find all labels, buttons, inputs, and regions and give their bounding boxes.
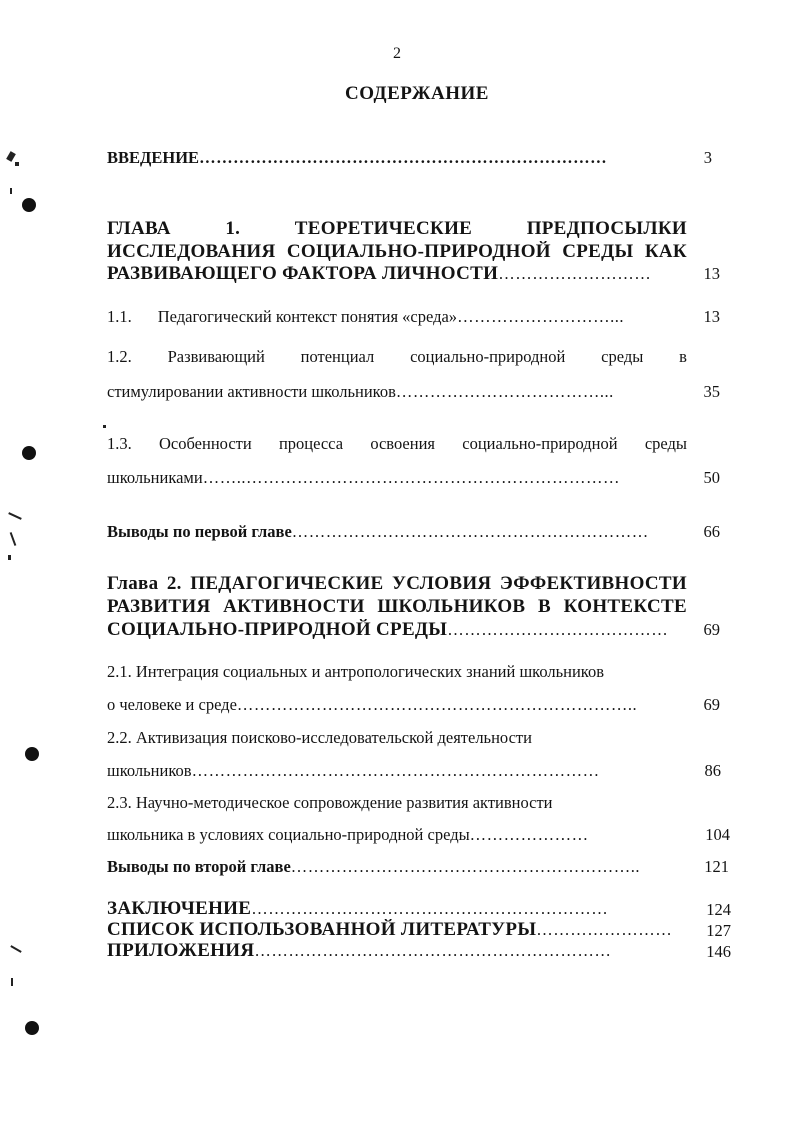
toc-leader-dots: ……………………………………………………… (254, 941, 612, 960)
scan-speck (8, 512, 22, 520)
toc-entry-label: СПИСОК ИСПОЛЬЗОВАННОЙ ЛИТЕРАТУРЫ (107, 919, 537, 940)
scan-speck (10, 945, 21, 953)
toc-chapter-1-line-2[interactable] (107, 241, 687, 263)
toc-leader-dots: ……………………………………………………………… (191, 761, 600, 780)
toc-page-number: 66 (703, 522, 720, 541)
toc-leader-dots: ……………………………………………………… (291, 522, 649, 541)
scan-speck (10, 188, 12, 194)
toc-word: ПЕДАГОГИЧЕСКИЕ (190, 573, 384, 594)
toc-chapter-2-line-3[interactable] (107, 619, 687, 641)
toc-leader-dots: ………………… (469, 825, 589, 844)
toc-word: 1. (225, 218, 241, 239)
toc-section-2-3-line-1[interactable] (107, 793, 687, 813)
toc-word: СОЦИАЛЬНО-ПРИРОДНОЙ (286, 241, 551, 262)
toc-conclusions-chapter-2[interactable] (107, 857, 687, 877)
toc-entry-label: Педагогический контекст понятия «среда» (157, 307, 458, 326)
punch-hole (22, 446, 36, 460)
toc-leader-dots: ……..………………………………………………………… (202, 468, 620, 487)
toc-chapter-2-line-1[interactable] (107, 573, 687, 595)
toc-leader-dots: ………………………………… (447, 620, 669, 639)
toc-entry-intro[interactable] (107, 148, 687, 168)
toc-word: социально-природной (410, 347, 566, 366)
scan-speck (15, 162, 19, 166)
toc-section-1-3-line-2[interactable] (107, 468, 687, 488)
toc-entry-label: стимулировании активности школьников (107, 382, 396, 401)
punch-hole (25, 747, 39, 761)
toc-word: Развивающий (167, 347, 265, 366)
toc-entry-label: ВВЕДЕНИЕ (107, 148, 200, 167)
toc-entry-label: о человеке и среде (107, 695, 237, 714)
toc-leader-dots: …………………………………………………………….. (236, 695, 638, 714)
toc-page-number: 13 (703, 307, 720, 326)
toc-section-2-3-line-2[interactable] (107, 825, 687, 845)
toc-leader-dots: ……………………………………………………… (251, 899, 609, 918)
toc-page-number: 3 (703, 148, 712, 167)
toc-entry-label: СОЦИАЛЬНО-ПРИРОДНОЙ СРЕДЫ (107, 619, 448, 640)
toc-word: РАЗВИТИЯ (107, 596, 211, 617)
toc-section-2-2-line-1[interactable] (107, 728, 687, 748)
toc-word: В (538, 596, 552, 617)
page-title: СОДЕРЖАНИЕ (345, 83, 489, 104)
toc-chapter-1-line-3[interactable] (107, 263, 687, 285)
toc-word: среды (644, 434, 687, 453)
toc-word: КАК (644, 241, 687, 262)
toc-page-number: 13 (703, 264, 720, 283)
toc-chapter-1-line-1[interactable] (107, 218, 687, 240)
toc-word: Особенности (159, 434, 252, 453)
punch-hole (25, 1021, 39, 1035)
toc-word: освоения (370, 434, 435, 453)
toc-word: 1.2. (107, 347, 132, 366)
toc-leader-dots: ………………………………... (395, 382, 614, 401)
page-number: 2 (393, 45, 401, 62)
toc-entry-label: школьниками (107, 468, 203, 487)
toc-entry-label: РАЗВИВАЮЩЕГО ФАКТОРА ЛИЧНОСТИ (107, 263, 499, 284)
toc-entry-label: Выводы по первой главе (107, 522, 292, 541)
toc-section-1-1[interactable] (107, 307, 687, 327)
toc-page-number: 121 (704, 857, 729, 876)
toc-word: АКТИВНОСТИ (223, 596, 365, 617)
toc-entry-references[interactable] (107, 919, 687, 941)
scan-speck (8, 555, 11, 560)
toc-entry-label: 2.1. Интеграция социальных и антропологических знаний школьников (107, 662, 605, 681)
toc-section-2-1-line-2[interactable] (107, 695, 687, 715)
scan-speck (11, 978, 13, 986)
toc-section-number: 1.1. (107, 307, 132, 326)
toc-word: Глава (107, 573, 159, 594)
scan-speck (10, 532, 17, 546)
toc-word: в (679, 347, 687, 366)
toc-word: ТЕОРЕТИЧЕСКИЕ (294, 218, 473, 239)
toc-page-number: 86 (704, 761, 721, 780)
toc-page-number: 146 (706, 942, 731, 961)
toc-word: ШКОЛЬНИКОВ (377, 596, 526, 617)
toc-entry-label: Выводы по второй главе (107, 857, 291, 876)
toc-word: потенциал (300, 347, 375, 366)
toc-word: среды (601, 347, 644, 366)
toc-leader-dots: ……………………… (498, 264, 652, 283)
toc-word: ЭФФЕКТИВНОСТИ (499, 573, 687, 594)
toc-page-number: 50 (703, 468, 720, 487)
toc-entry-label: ЗАКЛЮЧЕНИЕ (107, 898, 252, 919)
toc-word: ГЛАВА (107, 218, 171, 239)
toc-leader-dots: …………………… (536, 920, 673, 939)
toc-leader-dots: ………………………... (457, 307, 624, 326)
toc-word: социально-природной (462, 434, 618, 453)
toc-section-2-1-line-1[interactable] (107, 662, 687, 682)
toc-word: 2. (166, 573, 182, 594)
toc-word: СРЕДЫ (562, 241, 634, 262)
toc-page-number: 35 (703, 382, 720, 401)
toc-section-2-2-line-2[interactable] (107, 761, 687, 781)
scan-speck (103, 425, 106, 428)
toc-word: ИССЛЕДОВАНИЯ (107, 241, 276, 262)
toc-page-number: 124 (706, 900, 731, 919)
toc-page-number: 104 (705, 825, 730, 844)
toc-page-number: 69 (703, 695, 720, 714)
toc-leader-dots: ……………………………………………………………… (199, 148, 608, 167)
toc-page-number: 69 (703, 620, 720, 639)
toc-page-number: 127 (706, 921, 731, 940)
toc-chapter-2-line-2[interactable] (107, 596, 687, 618)
toc-section-1-2-line-2[interactable] (107, 382, 687, 402)
scan-speck (6, 151, 16, 162)
toc-conclusions-chapter-1[interactable] (107, 522, 687, 542)
toc-word: УСЛОВИЯ (392, 573, 492, 594)
toc-leader-dots: …………………………………………………….. (290, 857, 641, 876)
toc-section-1-3-line-1[interactable] (107, 434, 687, 454)
toc-word: 1.3. (107, 434, 132, 453)
toc-entry-label: 2.3. Научно-методическое сопровождение развития активности (107, 793, 553, 812)
toc-word: ПРЕДПОСЫЛКИ (526, 218, 687, 239)
toc-entry-conclusion[interactable] (107, 898, 687, 920)
toc-entry-label: школьников (107, 761, 192, 780)
toc-word: КОНТЕКСТЕ (563, 596, 687, 617)
toc-entry-label: 2.2. Активизация поисково-исследовательской деятельности (107, 728, 532, 747)
toc-entry-appendix[interactable] (107, 940, 687, 962)
toc-word: процесса (278, 434, 344, 453)
toc-section-1-2-line-1[interactable] (107, 347, 687, 367)
toc-entry-label: ПРИЛОЖЕНИЯ (107, 940, 255, 961)
punch-hole (22, 198, 36, 212)
toc-entry-label: школьника в условиях социально-природной среды (107, 825, 470, 844)
